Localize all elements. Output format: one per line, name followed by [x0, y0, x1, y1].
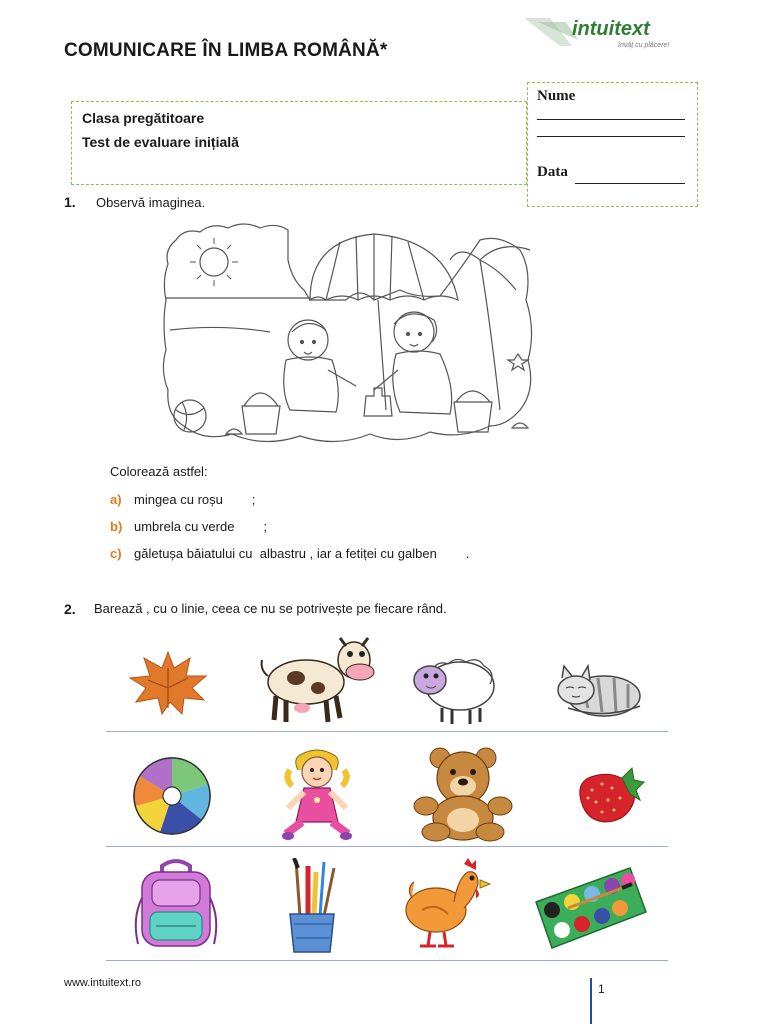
strawberry-icon[interactable] [574, 766, 646, 826]
logo-tagline: învăț cu plăcere! [618, 42, 670, 49]
page-title: COMUNICARE ÎN LIMBA ROMÂNĂ* [64, 40, 388, 61]
teddy-bear-icon[interactable] [410, 746, 516, 842]
cow-icon[interactable] [256, 630, 380, 728]
date-line[interactable] [575, 183, 685, 184]
color-instructions-intro: Colorează astfel: [110, 464, 208, 479]
exercise-2-number: 2. [64, 601, 76, 617]
cat-icon[interactable] [552, 656, 644, 720]
option-c-letter: c) [110, 546, 122, 561]
row-2-divider [106, 846, 668, 847]
backpack-icon[interactable] [130, 858, 222, 952]
exercise-1-instruction: Observă imaginea. [96, 195, 206, 210]
logo-swoosh-icon [520, 10, 580, 54]
test-label: Test de evaluare inițială [82, 134, 239, 150]
page-number: 1 [598, 982, 605, 996]
name-label: Nume [537, 88, 576, 104]
beach-coloring-image[interactable] [160, 220, 540, 455]
ball-icon[interactable] [130, 756, 214, 836]
leaf-icon[interactable] [126, 648, 210, 718]
footer-url[interactable]: www.intuitext.ro [64, 977, 142, 989]
doll-icon[interactable] [282, 748, 352, 842]
exercise-1-number: 1. [64, 194, 76, 210]
row-3-divider [106, 960, 668, 961]
intuitext-logo [520, 10, 690, 54]
name-line-1[interactable] [537, 119, 685, 120]
option-a-letter: a) [110, 492, 122, 507]
row-1-divider [106, 731, 668, 732]
pencil-cup-icon[interactable] [280, 858, 344, 956]
option-b-text: umbrela cu verde ; [134, 519, 267, 534]
name-line-2[interactable] [537, 136, 685, 137]
exercise-2-instruction: Barează , cu o linie, ceea ce nu se potrivește pe fiecare rând. [94, 601, 447, 616]
footer-divider [590, 978, 592, 1024]
class-label: Clasa pregătitoare [82, 110, 205, 126]
sheep-icon[interactable] [408, 650, 498, 726]
option-a-text: mingea cu roșu ; [134, 492, 256, 507]
option-b-letter: b) [110, 519, 123, 534]
logo-text: intuitext [572, 18, 650, 40]
paint-palette-icon[interactable] [532, 862, 650, 954]
hen-icon[interactable] [402, 858, 492, 950]
option-c-text: găletușa băiatului cu albastru , iar a fetiței cu galben . [134, 546, 470, 561]
date-label: Data [537, 164, 568, 180]
